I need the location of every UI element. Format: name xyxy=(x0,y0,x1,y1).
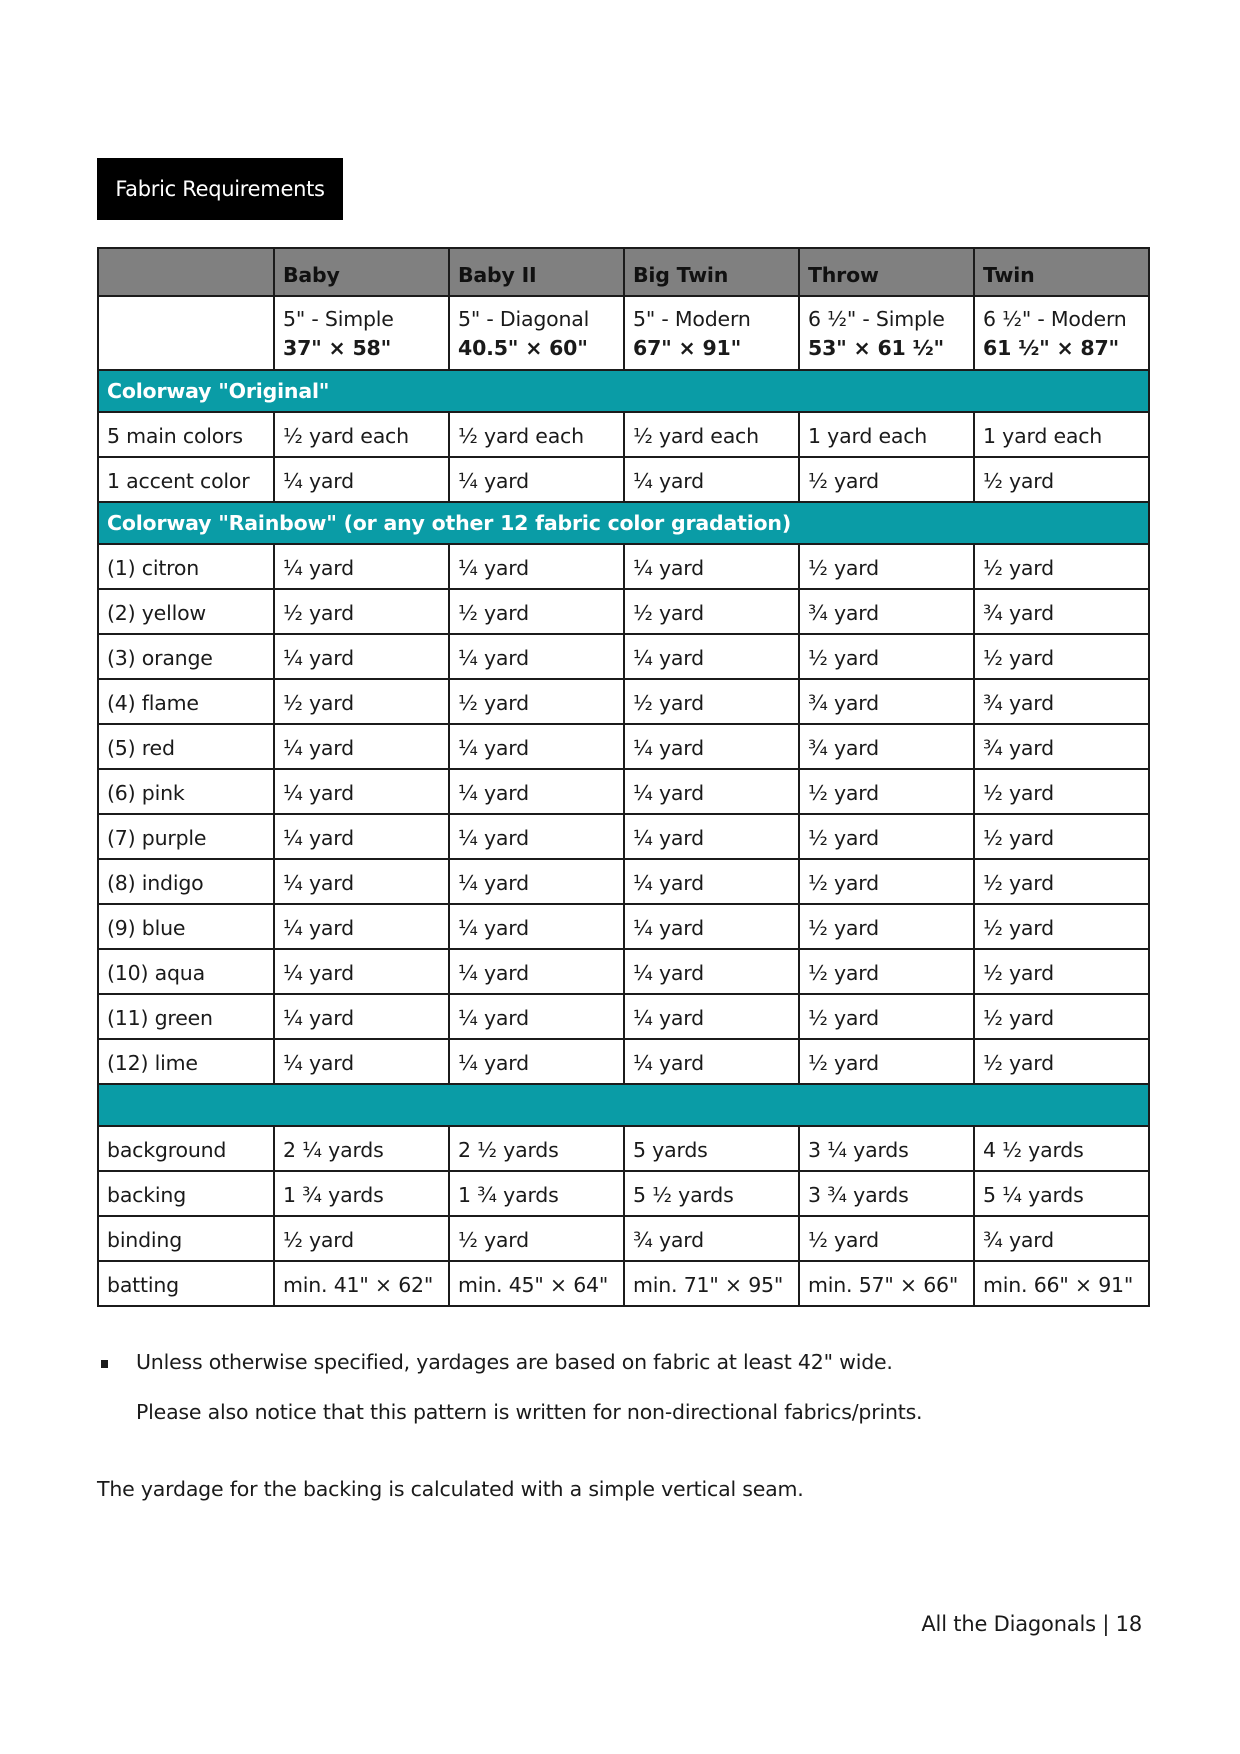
section-band-other xyxy=(98,1084,1149,1126)
table-cell: ¼ yard xyxy=(449,724,624,769)
table-cell: ¾ yard xyxy=(974,1216,1149,1261)
quilt-size: 40.5" × 60" xyxy=(458,336,588,360)
table-cell: min. 57" × 66" xyxy=(799,1261,974,1306)
table-cell: ½ yard each xyxy=(449,412,624,457)
row-label: binding xyxy=(98,1216,274,1261)
row-label: batting xyxy=(98,1261,274,1306)
table-cell: ½ yard xyxy=(974,1039,1149,1084)
table-cell: ¼ yard xyxy=(449,814,624,859)
table-cell: ½ yard xyxy=(974,544,1149,589)
row-label: (9) blue xyxy=(98,904,274,949)
table-row xyxy=(98,544,1149,589)
row-label: (12) lime xyxy=(98,1039,274,1084)
size-cell-twin xyxy=(974,296,1149,370)
size-cell-baby-ii xyxy=(449,296,624,370)
table-cell: ½ yard xyxy=(799,949,974,994)
table-cell: ¼ yard xyxy=(274,634,449,679)
table-cell: ½ yard xyxy=(449,1216,624,1261)
table-cell: ¼ yard xyxy=(449,544,624,589)
table-cell: ½ yard xyxy=(449,589,624,634)
table-cell: ¾ yard xyxy=(799,679,974,724)
table-row xyxy=(98,859,1149,904)
table-cell: ¼ yard xyxy=(274,904,449,949)
table-row xyxy=(98,679,1149,724)
bullet-text: Unless otherwise specified, yardages are based on fabric at least 42" wide. xyxy=(136,1350,893,1374)
table-cell: ¾ yard xyxy=(974,679,1149,724)
row-label: background xyxy=(98,1126,274,1171)
table-cell: ¼ yard xyxy=(449,1039,624,1084)
row-label: 5 main colors xyxy=(98,412,274,457)
header-corner-cell xyxy=(98,248,274,296)
table-cell: ¾ yard xyxy=(799,589,974,634)
table-row xyxy=(98,457,1149,502)
table-header-row xyxy=(98,248,1149,296)
table-cell: 2 ¼ yards xyxy=(274,1126,449,1171)
table-row xyxy=(98,1171,1149,1216)
table-row xyxy=(98,814,1149,859)
table-cell: ½ yard xyxy=(799,634,974,679)
table-cell: 2 ½ yards xyxy=(449,1126,624,1171)
section-band-label: Colorway "Rainbow" (or any other 12 fabric color gradation) xyxy=(98,502,1149,544)
table-cell: ¼ yard xyxy=(624,949,799,994)
table-cell: 5 yards xyxy=(624,1126,799,1171)
table-cell: ½ yard xyxy=(974,769,1149,814)
size-row xyxy=(98,296,1149,370)
column-header-big-twin: Big Twin xyxy=(624,248,799,296)
size-cell-baby xyxy=(274,296,449,370)
table-cell: 3 ¼ yards xyxy=(799,1126,974,1171)
table-cell: ½ yard xyxy=(624,589,799,634)
table-row xyxy=(98,769,1149,814)
block-style: 6 ½" - Simple xyxy=(808,307,945,331)
table-cell: ¼ yard xyxy=(624,814,799,859)
row-label: (5) red xyxy=(98,724,274,769)
column-header-twin: Twin xyxy=(974,248,1149,296)
table-row xyxy=(98,1039,1149,1084)
table-cell: min. 66" × 91" xyxy=(974,1261,1149,1306)
size-cell-big-twin xyxy=(624,296,799,370)
table-cell: ¼ yard xyxy=(449,634,624,679)
table-cell: ½ yard xyxy=(799,457,974,502)
table-cell: ¼ yard xyxy=(624,634,799,679)
row-label: (6) pink xyxy=(98,769,274,814)
table-cell: ½ yard xyxy=(449,679,624,724)
table-cell: ¼ yard xyxy=(274,1039,449,1084)
section-band-colorway-rainbow xyxy=(98,502,1149,544)
table-cell: ¼ yard xyxy=(449,769,624,814)
table-cell: 1 ¾ yards xyxy=(449,1171,624,1216)
table-cell: ½ yard xyxy=(799,1039,974,1084)
column-header-throw: Throw xyxy=(799,248,974,296)
table-row xyxy=(98,589,1149,634)
row-label: (10) aqua xyxy=(98,949,274,994)
row-label: (11) green xyxy=(98,994,274,1039)
table-cell: ½ yard xyxy=(974,994,1149,1039)
table-cell: ¼ yard xyxy=(624,544,799,589)
row-label: (1) citron xyxy=(98,544,274,589)
table-cell: ¼ yard xyxy=(274,949,449,994)
block-style: 6 ½" - Modern xyxy=(983,307,1127,331)
table-cell: 5 ¼ yards xyxy=(974,1171,1149,1216)
table-row xyxy=(98,904,1149,949)
table-cell: ¼ yard xyxy=(274,994,449,1039)
table-cell: ½ yard xyxy=(974,457,1149,502)
table-cell: ¼ yard xyxy=(624,724,799,769)
table-cell: 1 yard each xyxy=(799,412,974,457)
table-cell: ¼ yard xyxy=(274,769,449,814)
table-cell: ¼ yard xyxy=(449,859,624,904)
row-label: (3) orange xyxy=(98,634,274,679)
page-footer: All the Diagonals | 18 xyxy=(921,1612,1142,1636)
table-cell: ½ yard xyxy=(624,679,799,724)
table-cell: ¼ yard xyxy=(449,994,624,1039)
row-label: (7) purple xyxy=(98,814,274,859)
table-cell: 1 yard each xyxy=(974,412,1149,457)
table-cell: ½ yard each xyxy=(624,412,799,457)
square-bullet-icon xyxy=(101,1360,108,1368)
table-row xyxy=(98,949,1149,994)
table-cell: 5 ½ yards xyxy=(624,1171,799,1216)
table-row xyxy=(98,1126,1149,1171)
row-label: (4) flame xyxy=(98,679,274,724)
table-cell: ½ yard each xyxy=(274,412,449,457)
table-row xyxy=(98,724,1149,769)
table-cell: ½ yard xyxy=(799,814,974,859)
table-cell: ¼ yard xyxy=(274,724,449,769)
table-row xyxy=(98,634,1149,679)
quilt-size: 37" × 58" xyxy=(283,336,392,360)
backing-note: The yardage for the backing is calculated with a simple vertical seam. xyxy=(97,1477,804,1501)
table-cell: ½ yard xyxy=(974,634,1149,679)
table-cell: ¾ yard xyxy=(799,724,974,769)
section-band-label: Colorway "Original" xyxy=(98,370,1149,412)
table-cell: ¼ yard xyxy=(274,544,449,589)
table-cell: ½ yard xyxy=(799,859,974,904)
table-cell: ¼ yard xyxy=(624,904,799,949)
table-cell: ½ yard xyxy=(274,1216,449,1261)
table-row xyxy=(98,1261,1149,1306)
table-cell: ½ yard xyxy=(974,814,1149,859)
column-header-baby-ii: Baby II xyxy=(449,248,624,296)
table-cell: ¾ yard xyxy=(974,724,1149,769)
table-cell: ½ yard xyxy=(974,859,1149,904)
table-cell: min. 71" × 95" xyxy=(624,1261,799,1306)
table-cell: min. 45" × 64" xyxy=(449,1261,624,1306)
table-cell: ¼ yard xyxy=(449,904,624,949)
section-band-colorway-original xyxy=(98,370,1149,412)
table-cell: ½ yard xyxy=(799,544,974,589)
section-title: Fabric Requirements xyxy=(97,158,343,220)
table-cell: ¼ yard xyxy=(624,994,799,1039)
table-cell: ½ yard xyxy=(799,769,974,814)
table-cell: ½ yard xyxy=(799,1216,974,1261)
table-row xyxy=(98,1216,1149,1261)
table-cell: min. 41" × 62" xyxy=(274,1261,449,1306)
block-style: 5" - Modern xyxy=(633,307,751,331)
size-row-label-cell xyxy=(98,296,274,370)
table-cell: 3 ¾ yards xyxy=(799,1171,974,1216)
row-label: (2) yellow xyxy=(98,589,274,634)
row-label: backing xyxy=(98,1171,274,1216)
table-cell: ¾ yard xyxy=(624,1216,799,1261)
table-row xyxy=(98,994,1149,1039)
table-cell: ¼ yard xyxy=(274,814,449,859)
table-cell: ½ yard xyxy=(274,589,449,634)
size-cell-throw xyxy=(799,296,974,370)
table-cell: ¼ yard xyxy=(449,949,624,994)
table-cell: ¼ yard xyxy=(274,457,449,502)
table-cell: ½ yard xyxy=(799,994,974,1039)
column-header-baby: Baby xyxy=(274,248,449,296)
block-style: 5" - Diagonal xyxy=(458,307,590,331)
row-label: (8) indigo xyxy=(98,859,274,904)
table-cell: ¼ yard xyxy=(624,457,799,502)
quilt-size: 61 ½" × 87" xyxy=(983,336,1120,360)
row-label: 1 accent color xyxy=(98,457,274,502)
table-cell: ¼ yard xyxy=(624,859,799,904)
table-row xyxy=(98,412,1149,457)
table-cell: ¼ yard xyxy=(274,859,449,904)
fabric-requirements-table xyxy=(97,247,1150,1307)
table-cell: ½ yard xyxy=(799,904,974,949)
bullet-text-continued: Please also notice that this pattern is written for non-directional fabrics/prints. xyxy=(136,1400,923,1424)
table-cell: ¾ yard xyxy=(974,589,1149,634)
table-cell: 4 ½ yards xyxy=(974,1126,1149,1171)
block-style: 5" - Simple xyxy=(283,307,394,331)
table-cell: 1 ¾ yards xyxy=(274,1171,449,1216)
quilt-size: 53" × 61 ½" xyxy=(808,336,945,360)
quilt-size: 67" × 91" xyxy=(633,336,742,360)
table-cell: ½ yard xyxy=(974,949,1149,994)
table-cell: ¼ yard xyxy=(624,1039,799,1084)
table-cell: ¼ yard xyxy=(624,769,799,814)
table-cell: ½ yard xyxy=(274,679,449,724)
table-cell: ¼ yard xyxy=(449,457,624,502)
table-cell: ½ yard xyxy=(974,904,1149,949)
section-band-label xyxy=(98,1084,1149,1126)
